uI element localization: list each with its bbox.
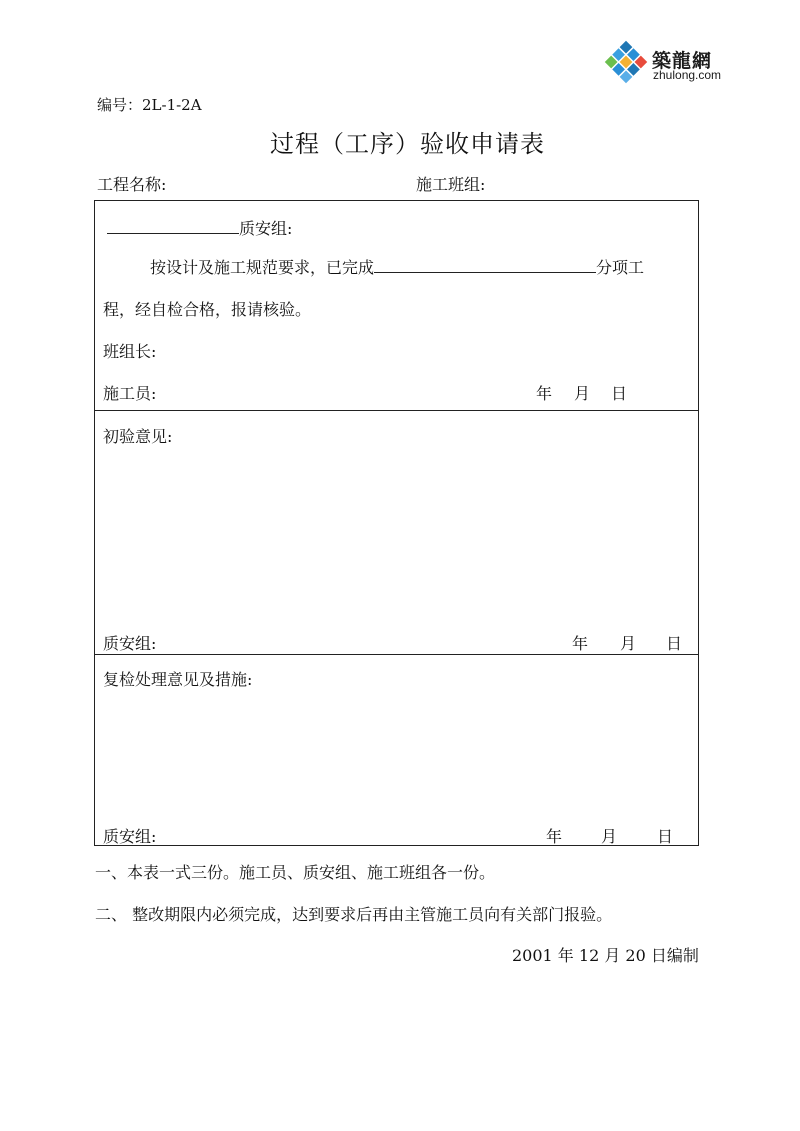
date-day-label: 日 [666, 634, 683, 653]
constructor-label: 施工员: [103, 384, 157, 403]
note-1: 一、本表一式三份。施工员、质安组、施工班组各一份。 [95, 863, 496, 882]
date-year-label: 年 [536, 384, 553, 403]
qa-group-signature-label: 质安组: [103, 634, 157, 653]
form-title: 过程（工序）验收申请表 [270, 130, 545, 158]
blank-underline[interactable] [107, 217, 239, 234]
date-month-label: 月 [620, 634, 637, 653]
qa-group-label: 质安组: [239, 219, 293, 238]
subproject-blank[interactable] [374, 256, 596, 273]
reinspection-label: 复检处理意见及措施: [103, 670, 253, 689]
section-divider [94, 410, 699, 411]
qa-group-line [107, 216, 292, 239]
completion-statement-line2: 程，经自检合格，报请核验。 [103, 300, 312, 319]
date-day-label: 日 [657, 827, 674, 846]
document-number: 编号：2L-1-2A [97, 96, 202, 114]
completion-statement-line1 [150, 255, 644, 278]
compiled-date: 2001 年 12 月 20 日编制 [512, 946, 699, 965]
logo-name: 築龍網 [652, 50, 713, 72]
note-2: 二、 整改期限内必须完成，达到要求后再由主管施工员向有关部门报验。 [95, 905, 613, 924]
statement-suffix: 分项工 [596, 258, 645, 277]
date-month-label: 月 [601, 827, 618, 846]
qa-group-signature-label: 质安组: [103, 827, 157, 846]
initial-inspection-label: 初验意见: [103, 427, 173, 446]
construction-team-label: 施工班组: [416, 175, 486, 194]
logo-domain: zhulong.com [653, 68, 722, 82]
date-month-label: 月 [574, 384, 591, 403]
date-day-label: 日 [611, 384, 628, 403]
statement-prefix: 按设计及施工规范要求，已完成 [150, 258, 375, 277]
date-year-label: 年 [572, 634, 589, 653]
team-leader-label: 班组长: [103, 342, 157, 361]
section-divider [94, 654, 699, 655]
project-name-label: 工程名称: [97, 175, 167, 194]
date-year-label: 年 [546, 827, 563, 846]
